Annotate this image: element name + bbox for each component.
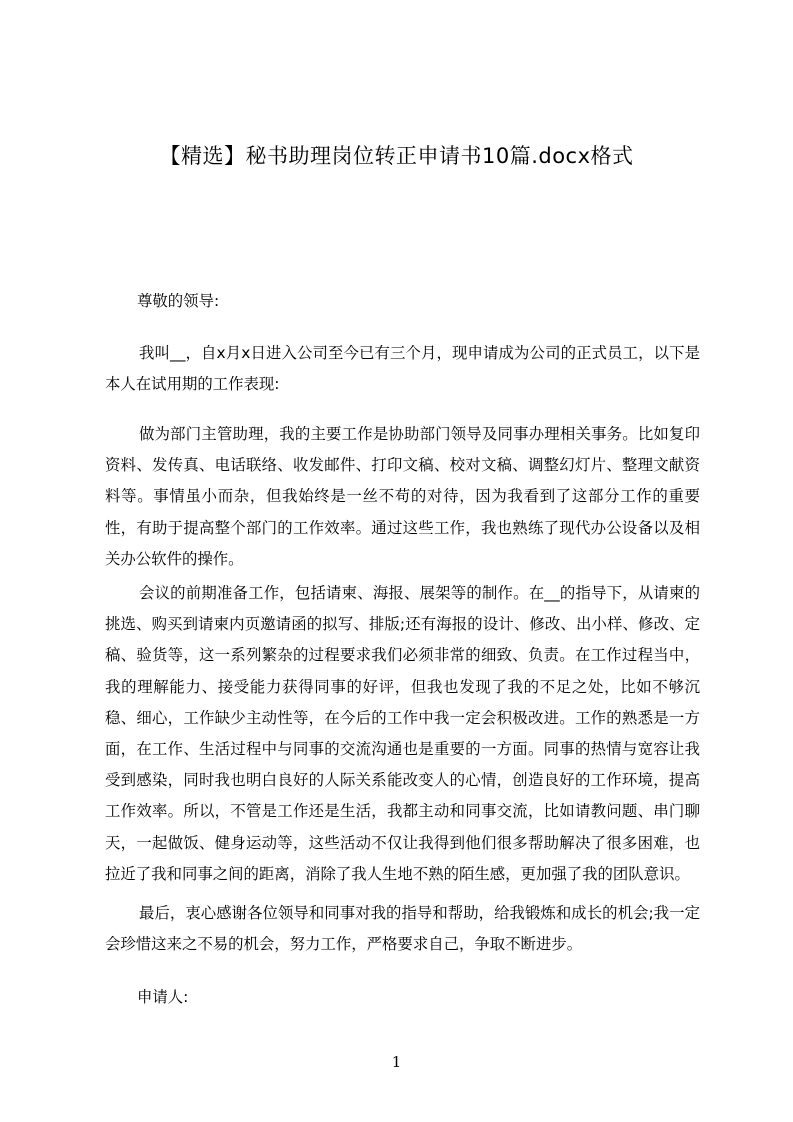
paragraph-intro: 我叫__，自x月x日进入公司至今已有三个月，现申请成为公司的正式员工，以下是本人在试用期的工作表现: <box>105 344 700 394</box>
page-number: 1 <box>391 1053 402 1071</box>
paragraph-closing: 最后，衷心感谢各位领导和同事对我的指导和帮助，给我锻炼和成长的机会;我一定会珍惜这来之不易的机会，努力工作，严格要求自己，争取不断进步。 <box>105 904 700 954</box>
paragraph-meeting-preparation: 会议的前期准备工作，包括请柬、海报、展架等的制作。在__的指导下，从请柬的挑选、购买到请柬内页邀请函的拟写、排版;还有海报的设计、修改、出小样、修改、定稿、验货等，这一系列繁杂的过程要求我们必须非常的细致、负责。在工作过程当中，我的理解能力、接受能力获得同事的好评，但我也发现了我的不足之处，比如不够沉稳、细心，工作缺少主动性等，在今后的工作中我一定会积极改进。工作的熟悉是一方面，在工作、生活过程中与同事的交流沟通也是重要的一方面。同事的热情与宽容让我受到感染，同时我也明白良好的人际关系能改变人的心情，创造良好的工作环境，提高工作效率。所以，不管是工作还是生活，我都主动和同事交流，比如请教问题、串门聊天，一起做饭、健身运动等，这些活动不仅让我得到他们很多帮助解决了很多困难，也拉近了我和同事之间的距离，消除了我人生地不熟的陌生感，更加强了我的团队意识。 <box>105 584 700 883</box>
signature-label: 申请人: <box>137 988 189 1006</box>
document-title: 【精选】秘书助理岗位转正申请书10篇.docx格式 <box>159 144 634 168</box>
paragraph-duties: 做为部门主管助理，我的主要工作是协助部门领导及同事办理相关事务。比如复印资料、发传真、电话联络、收发邮件、打印文稿、校对文稿、调整幻灯片、整理文献资料等。事情虽小而杂，但我始终是一丝不苟的对待，因为我看到了这部分工作的重要性，有助于提高整个部门的工作效率。通过这些工作，我也熟练了现代办公设备以及相关办公软件的操作。 <box>105 425 700 568</box>
salutation: 尊敬的领导: <box>137 292 220 310</box>
